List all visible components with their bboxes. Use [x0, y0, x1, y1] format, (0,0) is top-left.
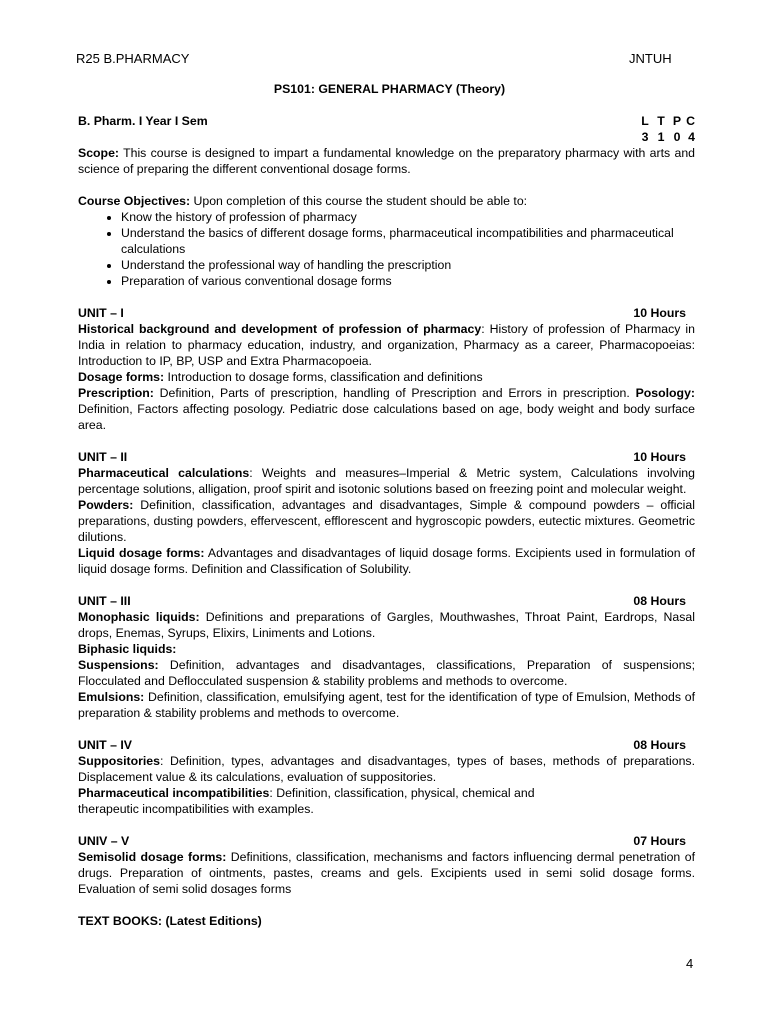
ltpc-values-row [78, 129, 695, 145]
ltpc-labels [637, 113, 695, 129]
textbooks-heading: TEXT BOOKS: (Latest Editions) [78, 914, 262, 928]
unit-2-calculations: Pharmaceutical calculations: Weights and measures–Imperial & Metric system, Calculations involving percentage solutions, alligation, proof spirit and isotonic solutions based on freezing point and molecular weight. [78, 466, 695, 496]
unit-4-heading: UNIT – IV 08 Hours [78, 738, 686, 752]
ltpc-value: 0 [673, 130, 681, 144]
ltpc-label: L [641, 114, 649, 128]
unit-5-semisolid: Semisolid dosage forms: Definitions, classification, mechanisms and factors influencing dermal penetration of drugs. Preparation of ointments, pastes, creams and gels. Excipients used in semi solid dosage forms. Evaluation of semi solid dosages forms [78, 850, 695, 896]
unit-3-emulsions: Emulsions: Definition, classification, emulsifying agent, test for the identification of type of Emulsion, Methods of preparation & stability problems and methods to overcome. [78, 690, 695, 720]
objectives-intro: Course Objectives: Upon completion of this course the student should be able to: [78, 194, 528, 208]
unit-3-heading: UNIT – III 08 Hours [78, 594, 686, 608]
course-title: PS101: GENERAL PHARMACY (Theory) [273, 82, 506, 96]
unit-3-biphasic: Biphasic liquids: [78, 642, 177, 656]
year-sem: B. Pharm. I Year I Sem [78, 114, 208, 128]
header-university: JNTUH [629, 51, 672, 66]
unit-2-liquid-dosage: Liquid dosage forms: Advantages and disadvantages of liquid dosage forms. Excipients used in formulation of liquid dosage forms. Definition and Classification of Solubility. [78, 546, 695, 576]
unit-1-prescription: Prescription: Definition, Parts of prescription, handling of Prescription and Errors in prescription. Posology: Definition, Factors affecting posology. Pediatric dose calculations based on age, body weight and body surface area. [78, 386, 695, 432]
unit-2-heading: UNIT – II 10 Hours [78, 450, 686, 464]
list-item: • Understand the basics of different dosage forms, pharmaceutical incompatibilities and pharmaceutical calculations [121, 225, 695, 257]
list-item: • Understand the professional way of handling the prescription [121, 257, 695, 273]
unit-4-incompatibilities-cont: therapeutic incompatibilities with examples. [78, 802, 314, 816]
unit-5-heading: UNIV – V 07 Hours [78, 834, 686, 848]
ltpc-label: P [672, 114, 682, 128]
objectives-list [78, 209, 695, 289]
scope-paragraph: Scope: This course is designed to impart a fundamental knowledge on the preparatory pharmacy with arts and science of preparing the different conventional dosage forms. [78, 146, 695, 176]
unit-2-powders: Powders: Definition, classification, advantages and disadvantages, Simple & compound powders – official preparations, dusting powders, effervescent, efflorescent and hygroscopic powders, eutectic mixtures. Geometric dilutions. [78, 498, 695, 544]
list-item: • Know the history of profession of pharmacy [121, 209, 695, 225]
page-number: 4 [686, 956, 694, 971]
header-program: R25 B.PHARMACY [76, 51, 190, 66]
unit-4-incompatibilities: Pharmaceutical incompatibilities: Definition, classification, physical, chemical and [78, 786, 535, 800]
unit-1-dosage-forms: Dosage forms: Introduction to dosage forms, classification and definitions [78, 370, 483, 384]
ltpc-label: T [657, 114, 665, 128]
unit-1-heading: UNIT – I 10 Hours [78, 306, 686, 320]
list-item: • Preparation of various conventional dosage forms [121, 273, 695, 289]
ltpc-value: 4 [688, 130, 695, 144]
ltpc-value: 3 [641, 130, 649, 144]
ltpc-values [637, 129, 695, 145]
unit-1-history: Historical background and development of profession of pharmacy: History of profession of Pharmacy in India in relation to pharmacy education, industry, and organization, Pharmacy as a career, Pharmacopoeias: Introduction to IP, BP, USP and Extra Pharmacopoeia. [78, 322, 695, 368]
unit-3-monophasic: Monophasic liquids: Definitions and preparations of Gargles, Mouthwashes, Throat Paint, Eardrops, Nasal drops, Enemas, Syrups, Elixirs, Liniments and Lotions. [78, 610, 695, 640]
document-body [78, 81, 695, 929]
unit-4-suppositories: Suppositories: Definition, types, advantages and disadvantages, types of bases, methods of preparations. Displacement value & its calculations, evaluation of suppositories. [78, 754, 695, 784]
unit-3-suspensions: Suspensions: Definition, advantages and disadvantages, classifications, Preparation of suspensions; Flocculated and Deflocculated suspension & stability problems and methods to overcome. [78, 658, 695, 688]
ltpc-label: C [686, 114, 695, 128]
ltpc-value: 1 [657, 130, 665, 144]
year-sem-row [78, 113, 695, 129]
